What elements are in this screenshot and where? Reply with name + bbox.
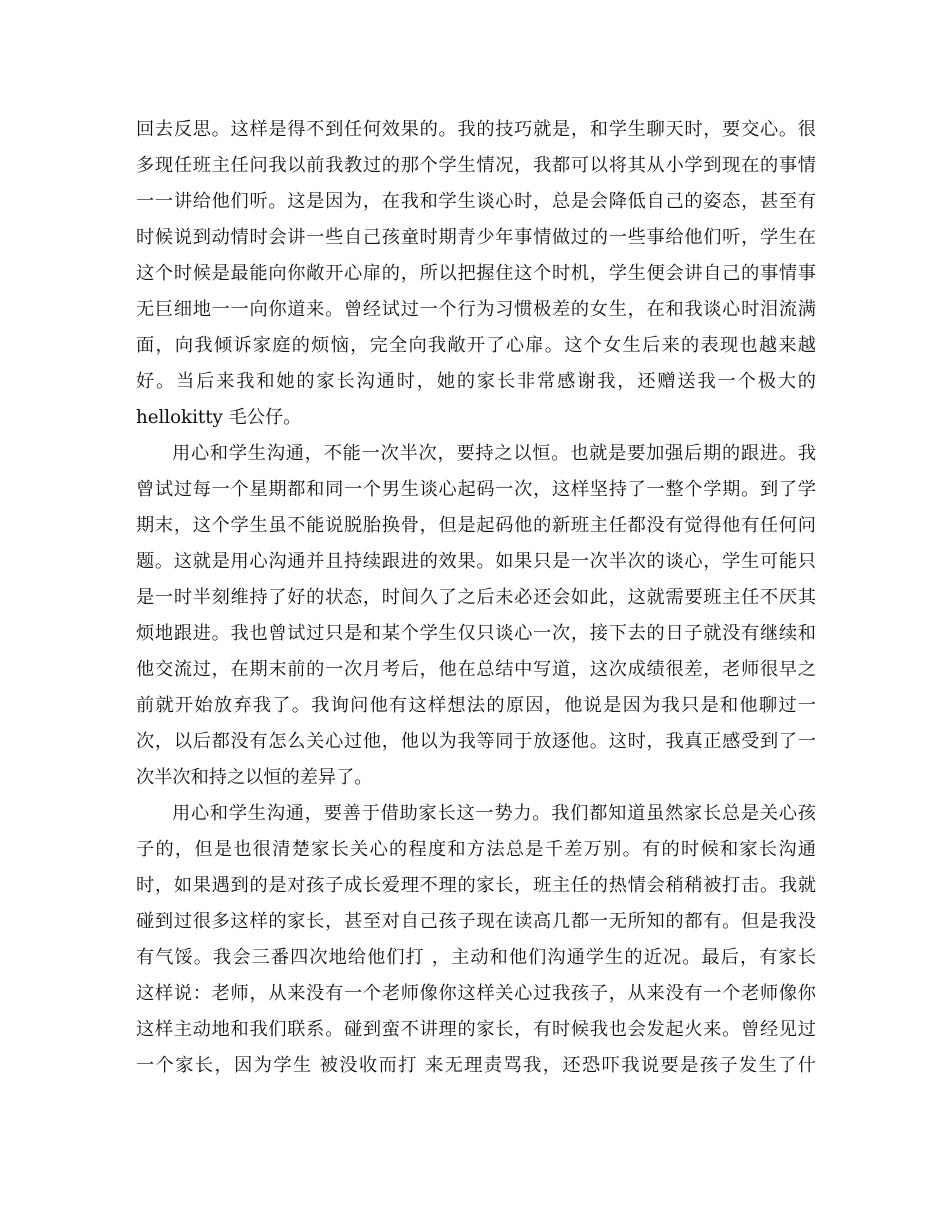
text-line: 他交流过，在期末前的一次月考后，他在总结中写道，这次成绩很差，老师很早之 — [136, 659, 816, 680]
text-line: 次，以后都没有怎么关心过他，他以为我等同于放逐他。这时，我真正感受到了一 — [136, 731, 816, 752]
text-line: 时候说到动情时会讲一些自己孩童时期青少年事情做过的一些事给他们听，学生在 — [136, 227, 816, 248]
text-line: 这样说：老师，从来没有一个老师像你这样关心过我孩子，从来没有一个老师像你 — [136, 983, 816, 1004]
text-line: 用心和学生沟通，要善于借助家长这一势力。我们都知道虽然家长总是关心孩 — [172, 803, 816, 824]
document-body — [136, 112, 816, 1084]
text-line: 有气馁。我会三番四次地给他们打 ，主动和他们沟通学生的近况。最后，有家长 — [136, 947, 816, 968]
text-line: hellokitty 毛公仔。 — [136, 407, 302, 428]
text-line: 好。当后来我和她的家长沟通时，她的家长非常感谢我，还赠送我一个极大的 — [136, 371, 816, 392]
text-line: 次半次和持之以恒的差异了。 — [136, 767, 373, 788]
text-line: 用心和学生沟通，不能一次半次，要持之以恒。也就是要加强后期的跟进。我 — [172, 443, 816, 464]
text-line: 多现任班主任问我以前我教过的那个学生情况，我都可以将其从小学到现在的事情 — [136, 155, 816, 176]
paragraph — [136, 796, 816, 1084]
text-line: 这个时候是最能向你敞开心扉的，所以把握住这个时机，学生便会讲自己的事情事 — [136, 263, 816, 284]
text-line: 是一时半刻维持了好的状态，时间久了之后未必还会如此，这就需要班主任不厌其 — [136, 587, 816, 608]
text-line: 面，向我倾诉家庭的烦恼，完全向我敞开了心扉。这个女生后来的表现也越来越 — [136, 335, 816, 356]
paragraph — [136, 436, 816, 796]
text-line: 一一讲给他们听。这是因为，在我和学生谈心时，总是会降低自己的姿态，甚至有 — [136, 191, 816, 212]
text-line: 前就开始放弃我了。我询问他有这样想法的原因，他说是因为我只是和他聊过一 — [136, 695, 816, 716]
text-line: 时，如果遇到的是对孩子成长爱理不理的家长，班主任的热情会稍稍被打击。我就 — [136, 875, 816, 896]
text-line: 曾试过每一个星期都和同一个男生谈心起码一次，这样坚持了一整个学期。到了学 — [136, 479, 816, 500]
text-line: 期末，这个学生虽不能说脱胎换骨，但是起码他的新班主任都没有觉得他有任何问 — [136, 515, 816, 536]
text-line: 回去反思。这样是得不到任何效果的。我的技巧就是，和学生聊天时，要交心。很 — [136, 119, 816, 140]
paragraph — [136, 112, 816, 436]
text-line: 这样主动地和我们联系。碰到蛮不讲理的家长，有时候我也会发起火来。曾经见过 — [136, 1019, 816, 1040]
text-line: 题。这就是用心沟通并且持续跟进的效果。如果只是一次半次的谈心，学生可能只 — [136, 551, 816, 572]
text-line: 一个家长，因为学生 被没收而打 来无理责骂我，还恐吓我说要是孩子发生了什 — [136, 1055, 816, 1076]
text-line: 无巨细地一一向你道来。曾经试过一个行为习惯极差的女生，在和我谈心时泪流满 — [136, 299, 816, 320]
text-line: 烦地跟进。我也曾试过只是和某个学生仅只谈心一次，接下去的日子就没有继续和 — [136, 623, 816, 644]
text-line: 子的，但是也很清楚家长关心的程度和方法总是千差万别。有的时候和家长沟通 — [136, 839, 816, 860]
text-line: 碰到过很多这样的家长，甚至对自己孩子现在读高几都一无所知的都有。但是我没 — [136, 911, 816, 932]
